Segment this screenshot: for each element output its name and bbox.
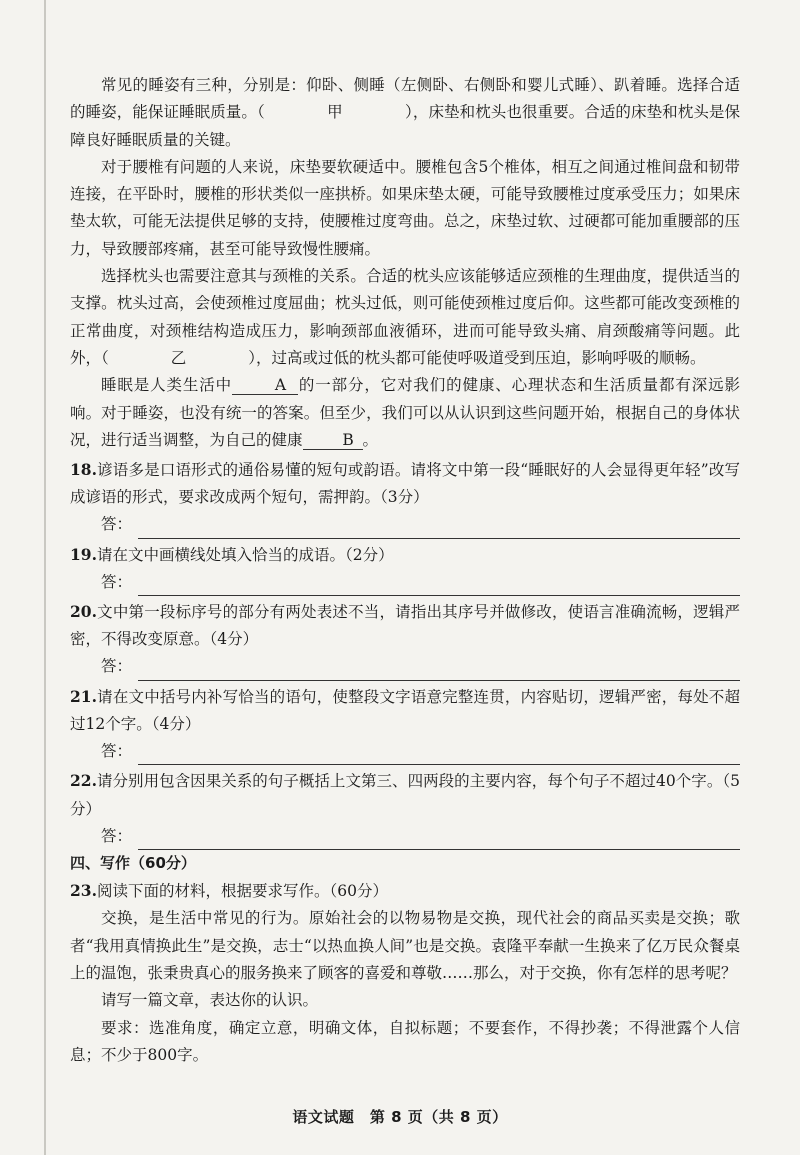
question-23 (70, 877, 740, 905)
answer-area (70, 738, 740, 765)
passage-paragraph-1: 常见的睡姿有三种，分别是：仰卧、侧睡（左侧卧、右侧卧和婴儿式睡）、趴着睡。选择合适的睡姿，能保证睡眠质量。（ 甲 ），床垫和枕头也很重要。合适的床垫和枕头是保障良好睡眠质量的关键。 (70, 76, 740, 149)
question-number: 21. (70, 686, 97, 706)
question-text: 谚语多是口语形式的通俗易懂的短句或韵语。请将文中第一段“睡眠好的人会显得更年轻”改写成谚语的形式，要求改成两个短句，需押韵。（3分） (70, 461, 740, 507)
question-text: 请在文中画横线处填入恰当的成语。（2分） (96, 545, 394, 564)
question-18 (70, 456, 740, 539)
passage-paragraph-3: 选择枕头也需要注意其与颈椎的关系。合适的枕头应该能够适应颈椎的生理曲度，提供适当的支撑。枕头过高，会使颈椎过度屈曲；枕头过低，则可能使颈椎过度后仰。这些都可能改变颈椎的正常曲度，对颈椎结构造成压力，影响颈部血液循环，进而可能导致头痛、肩颈酸痛等问题。此外，（ 乙 ），过高或过低的枕头都可能使呼吸道受到压迫，影响呼吸的顺畅。 (70, 267, 740, 367)
answer-area (70, 512, 740, 539)
question-number: 22. (70, 771, 97, 791)
answer-line (138, 662, 740, 681)
question-text: 阅读下面的材料，根据要求写作。（60分） (96, 882, 388, 901)
question-21 (70, 683, 740, 766)
page-content (70, 72, 740, 1069)
answer-label: 答： (101, 826, 133, 845)
p4-pre: 睡眠是人类生活中 (101, 376, 232, 395)
answer-line (138, 831, 740, 850)
blank-a: A (232, 376, 298, 395)
question-19 (70, 541, 740, 596)
answer-line (138, 520, 740, 539)
passage-paragraph-2: 对于腰椎有问题的人来说，床垫要软硬适中。腰椎包含5个椎体，相互之间通过椎间盘和韧带连接，在平卧时，腰椎的形状类似一座拱桥。如果床垫太硬，可能导致腰椎过度承受压力；如果床垫太软，可能无法提供足够的支持，使腰椎过度弯曲。总之，床垫过软、过硬都可能加重腰部的压力，导致腰部疼痛，甚至可能导致慢性腰痛。 (70, 157, 740, 258)
question-22 (70, 767, 740, 850)
binding-margin-line (44, 0, 46, 1155)
writing-material: 交换，是生活中常见的行为。原始社会的以物易物是交换，现代社会的商品买卖是交换；歌者“我用真情换此生”是交换，志士“以热血换人间”也是交换。袁隆平奉献一生换来了亿万民众餐桌上的温饱，张秉贵真心的服务换来了顾客的喜爱和尊敬……那么，对于交换，你有怎样的思考呢？ (70, 909, 740, 983)
question-number: 20. (70, 602, 97, 622)
passage-paragraph-4 (70, 372, 740, 454)
answer-label: 答： (101, 741, 133, 760)
answer-label: 答： (101, 515, 133, 534)
answer-area (70, 569, 740, 596)
answer-label: 答： (101, 572, 133, 591)
question-20 (70, 598, 740, 681)
question-text: 请分别用包含因果关系的句子概括上文第三、四两段的主要内容，每个句子不超过40个字。（5分） (70, 772, 740, 818)
question-text: 请在文中括号内补写恰当的语句，使整段文字语意完整连贯，内容贴切，逻辑严密，每处不超过12个字。（4分） (70, 687, 740, 733)
p4-mid: 的一部分，它对我们的健康、心理状态和生活质量都有深远影响。对于睡姿，也没有统一的答案。但至少，我们可以从认识到这些问题开始，根据自己的身体状况，进行适当调整，为自己的健康 (70, 376, 740, 449)
question-number: 18. (70, 460, 97, 480)
writing-requirements: 要求：选准角度，确定立意，明确文体，自拟标题；不要套作，不得抄袭；不得泄露个人信息；不少于800字。 (70, 1018, 740, 1064)
question-number: 19. (70, 544, 97, 564)
question-number: 23. (70, 881, 97, 901)
p4-end: 。 (362, 430, 379, 449)
page-footer: 语文试题 第 8 页（共 8 页） (292, 1108, 508, 1126)
answer-area (70, 654, 740, 681)
answer-line (138, 577, 740, 596)
answer-line (138, 746, 740, 765)
answer-label: 答： (101, 657, 133, 676)
question-text: 文中第一段标序号的部分有两处表述不当，请指出其序号并做修改，使语言准确流畅，逻辑严密，不得改变原意。（4分） (70, 603, 740, 649)
writing-instruction: 请写一篇文章，表达你的认识。 (101, 991, 319, 1010)
blank-b: B (303, 431, 363, 450)
section-heading-writing: 四、写作（60分） (70, 853, 196, 872)
answer-area (70, 823, 740, 850)
